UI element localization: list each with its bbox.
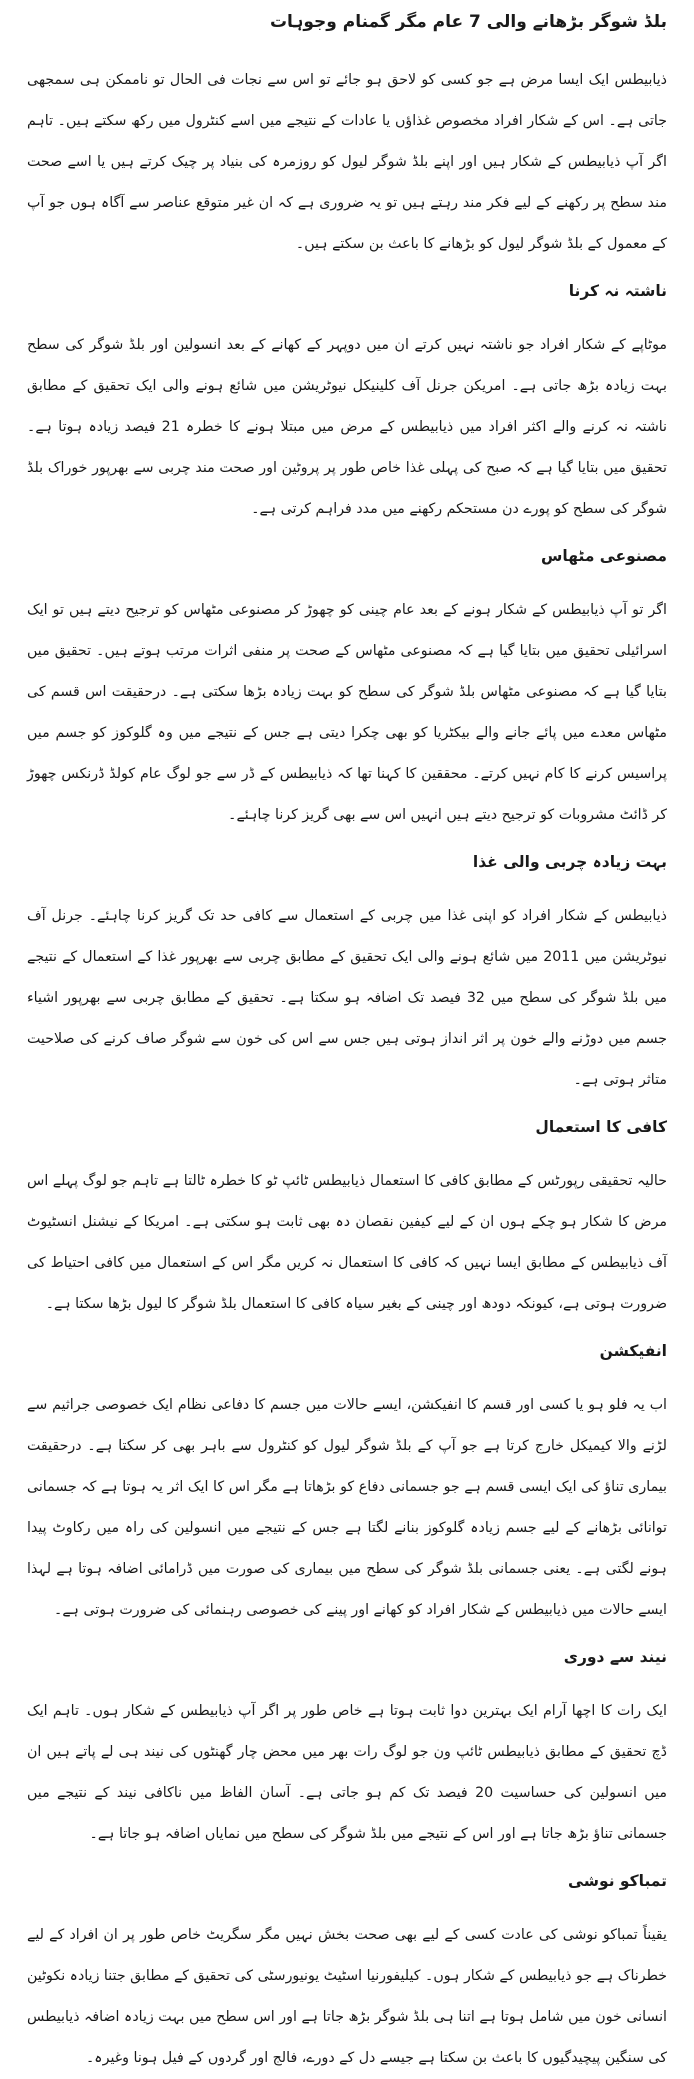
section-paragraph: موٹاپے کے شکار افراد جو ناشتہ نہیں کرتے ان میں دوپہر کے کھانے کے بعد انسولین اور بلڈ شوگر کی سطح بہت زیادہ بڑھ جاتی ہے۔ امریکن جرنل آف کلینیکل نیوٹریشن میں شائع ہونے والی ایک تحقیق کے مطابق ناشتہ نہ کرنے والے اکثر افراد میں ذیابیطس کے مرض میں مبتلا ہونے کا خطرہ 21 فیصد زیادہ ہوتا ہے۔ تحقیق میں بتایا گیا ہے کہ صبح کی پہلی غذا خاص طور پر پروٹین اور صحت مند چربی سے بھرپور خوراک بلڈ شوگر کی سطح کو پورے دن مستحکم رکھنے میں مدد فراہم کرتی ہے۔ — [27, 337, 667, 517]
section-smoking — [27, 1869, 667, 2079]
section-heading: نیند سے دوری — [563, 1648, 667, 1666]
article-title: بلڈ شوگر بڑھانے والی 7 عام مگر گمنام وجوہات — [269, 12, 667, 32]
section-infection — [27, 1339, 667, 1631]
section-high-fat-food — [27, 850, 667, 1101]
intro-paragraph: ذیابیطس ایک ایسا مرض ہے جو کسی کو لاحق ہو جائے تو اس سے نجات فی الحال تو ناممکن ہی سمجھی جاتی ہے۔ اس کے شکار افراد مخصوص غذاؤں یا عادات کے نتیجے میں اسے کنٹرول میں رکھ سکتے ہیں۔ تاہم اگر آپ ذیابیطس کے شکار ہیں اور اپنے بلڈ شوگر لیول کو روزمرہ کی بنیاد پر چیک کرتے ہیں یا اسے صحت مند سطح پر رکھنے کے لیے فکر مند رہتے ہیں تو یہ ضروری ہے کہ ان غیر متوقع عناصر سے آگاہ ہوں جو آپ کے معمول کے بلڈ شوگر لیول کو بڑھانے کا باعث بن سکتے ہیں۔ — [27, 72, 667, 252]
section-paragraph: ذیابیطس کے شکار افراد کو اپنی غذا میں چربی کے استعمال سے کافی حد تک گریز کرنا چاہئے۔ جرنل آف نیوٹریشن میں 2011 میں شائع ہونے والی ایک تحقیق کے مطابق چربی سے بھرپور غذا کے استعمال کے نتیجے میں بلڈ شوگر کی سطح میں 32 فیصد تک اضافہ ہو سکتا ہے۔ تحقیق کے مطابق چربی سے بھرپور اشیاء جسم میں دوڑنے والے خون پر اثر انداز ہوتی ہیں جس سے اس کی خون سے شوگر صاف کرنے کی صلاحیت متاثر ہوتی ہے۔ — [27, 908, 667, 1088]
section-paragraph: حالیہ تحقیقی رپورٹس کے مطابق کافی کا استعمال ذیابیطس ٹائپ ٹو کا خطرہ ٹالتا ہے تاہم جو لوگ پہلے اس مرض کا شکار ہو چکے ہوں ان کے لیے کیفین نقصان دہ بھی ثابت ہو سکتی ہے۔ امریکا کے نیشنل انسٹیوٹ آف ذیابیطس کے مطابق ایسا نہیں کہ کافی کا استعمال نہ کریں مگر اس کے استعمال میں کافی احتیاط کی ضرورت ہوتی ہے، کیونکہ دودھ اور چینی کے بغیر سیاہ کافی کا استعمال بلڈ شوگر کا لیول بڑھا سکتا ہے۔ — [27, 1173, 667, 1312]
section-artificial-sweetener — [27, 544, 667, 836]
section-paragraph: ایک رات کا اچھا آرام ایک بہترین دوا ثابت ہوتا ہے خاص طور پر اگر آپ ذیابیطس کے شکار ہوں۔ تاہم ایک ڈچ تحقیق کے مطابق ذیابیطس ٹائپ ون جو لوگ رات بھر میں محض چار گھنٹوں کی نیند ہی لے پاتے ہیں ان میں انسولین کی حساسیت 20 فیصد تک کم ہو جاتی ہے۔ آسان الفاظ میں ناکافی نیند کے نتیجے میں جسمانی تناؤ بڑھ جاتا ہے اور اس کے نتیجے میں بلڈ شوگر کی سطح میں نمایاں اضافہ ہو جاتا ہے۔ — [27, 1703, 667, 1842]
article — [27, 0, 667, 2079]
section-heading: کافی کا استعمال — [535, 1118, 667, 1136]
section-skipping-breakfast — [27, 279, 667, 530]
section-heading: تمباکو نوشی — [568, 1872, 667, 1890]
section-heading: ناشتہ نہ کرنا — [568, 282, 667, 300]
section-sleep-loss — [27, 1645, 667, 1855]
section-coffee — [27, 1115, 667, 1325]
section-paragraph: اگر تو آپ ذیابیطس کے شکار ہونے کے بعد عام چینی کو چھوڑ کر مصنوعی مٹھاس کو ترجیح دیتے ہیں تو ایک اسرائیلی تحقیق میں بتایا گیا ہے کہ مصنوعی مٹھاس کے صحت پر منفی اثرات مرتب ہوتے ہیں۔ تحقیق میں بتایا گیا ہے کہ مصنوعی مٹھاس بلڈ شوگر کی سطح کو بہت زیادہ بڑھا سکتی ہے۔ درحقیقت اس قسم کی مٹھاس معدے میں پائے جانے والے بیکٹریا کو بھی چکرا دیتی ہے جس کے نتیجے میں وہ گلوکوز کو جسم میں پراسیس کرنے کا کام نہیں کرتے۔ محققین کا کہنا تھا کہ ذیابیطس کے ڈر سے جو لوگ عام کولڈ ڈرنکس چھوڑ کر ڈائٹ مشروبات کو ترجیح دیتے ہیں انہیں اس سے بھی گریز کرنا چاہئے۔ — [27, 602, 667, 823]
section-heading: مصنوعی مٹھاس — [541, 547, 667, 565]
section-heading: انفیکشن — [599, 1342, 667, 1360]
section-paragraph: اب یہ فلو ہو یا کسی اور قسم کا انفیکشن، ایسے حالات میں جسم کا دفاعی نظام ایک خصوصی جراثیم سے لڑنے والا کیمیکل خارج کرتا ہے جو آپ کے بلڈ شوگر لیول کو کنٹرول سے باہر بھی کر سکتا ہے۔ درحقیقت بیماری تناؤ کی ایک ایسی قسم ہے جو جسمانی دفاع کو بڑھاتا ہے مگر اس کا ایک اثر یہ ہوتا ہے کہ جسمانی توانائی بڑھانے کے لیے جسم زیادہ گلوکوز بنانے لگتا ہے جس کے نتیجے میں انسولین کی راہ میں رکاوٹ پیدا ہونے لگتی ہے۔ یعنی جسمانی بلڈ شوگر کی سطح میں بیماری کی صورت میں ڈرامائی اضافہ ہوتا ہے لہذا ایسے حالات میں ذیابیطس کے شکار افراد کو کھانے اور پینے کی خصوصی رہنمائی کی ضرورت ہوتی ہے۔ — [27, 1397, 667, 1618]
section-heading: بہت زیادہ چربی والی غذا — [472, 853, 667, 871]
section-paragraph: یقیناً تمباکو نوشی کی عادت کسی کے لیے بھی صحت بخش نہیں مگر سگریٹ خاص طور پر ان افراد کے لیے خطرناک ہے جو ذیابیطس کے شکار ہوں۔ کیلیفورنیا اسٹیٹ یونیورسٹی کی تحقیق کے مطابق جتنا زیادہ نکوٹین انسانی خون میں شامل ہوتا ہے اتنا ہی بلڈ شوگر بڑھ جاتا ہے اور اس سطح میں بہت زیادہ اضافہ ذیابیطس کی سنگین پیچیدگیوں کا باعث بن سکتا ہے جیسے دل کے دورے، فالج اور گردوں کے فیل ہونا وغیرہ۔ — [27, 1927, 667, 2066]
